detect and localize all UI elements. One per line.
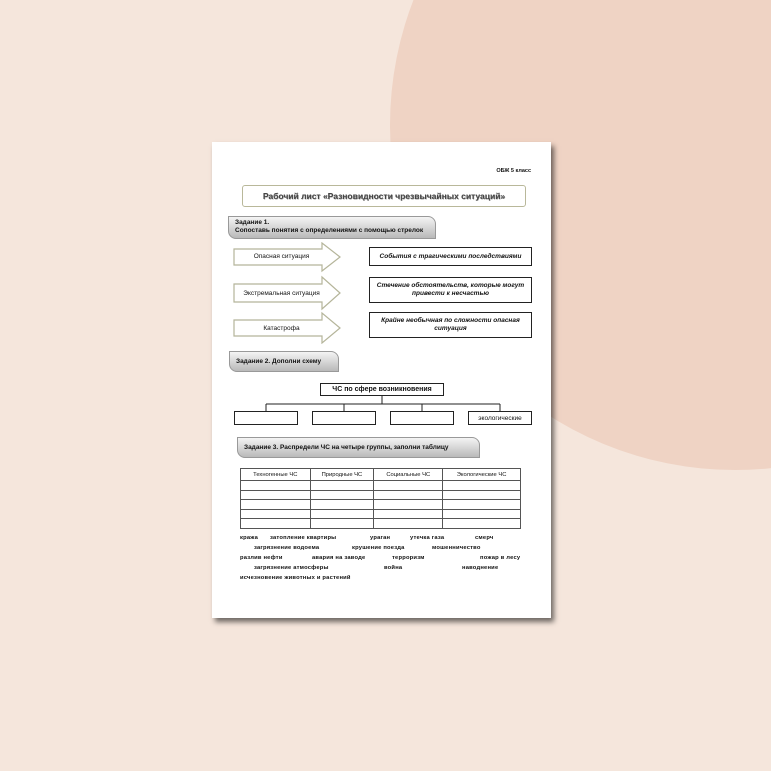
column-natural: Природные ЧС <box>310 469 374 481</box>
term-2: Экстремальная ситуация <box>243 290 320 297</box>
task1-header <box>228 216 436 239</box>
table-cell[interactable] <box>241 481 311 491</box>
table-cell[interactable] <box>310 490 374 500</box>
table-row <box>241 500 521 510</box>
worksheet-page <box>212 142 551 618</box>
table-cell[interactable] <box>310 481 374 491</box>
task2-header: Задание 2. Дополни схему <box>229 351 339 372</box>
word-bank-term: разлив нефти <box>240 555 283 561</box>
term-1: Опасная ситуация <box>253 253 310 260</box>
scheme-root-box: ЧС по сфере возникновения <box>320 383 444 396</box>
table-row <box>241 519 521 529</box>
table-cell[interactable] <box>443 490 521 500</box>
worksheet-title: Рабочий лист «Разновидности чрезвычайных ситуаций» <box>242 185 526 207</box>
grade-label: ОБЖ 5 класс <box>496 168 531 174</box>
table-cell[interactable] <box>241 490 311 500</box>
scheme-box-ecological: экологические <box>468 411 532 425</box>
table-body <box>241 481 521 529</box>
table-cell[interactable] <box>374 519 443 529</box>
scheme-connectors <box>212 396 551 412</box>
table-row <box>241 481 521 491</box>
word-bank-term: ураган <box>370 535 391 541</box>
word-bank-term: наводнение <box>462 565 499 571</box>
table-cell[interactable] <box>443 500 521 510</box>
word-bank-term: смерч <box>475 535 494 541</box>
column-technogenic: Техногенные ЧС <box>241 469 311 481</box>
table-cell[interactable] <box>310 519 374 529</box>
column-ecological: Экологические ЧС <box>443 469 521 481</box>
task3-header: Задание 3. Распредели ЧС на четыре группы, заполни таблицу <box>237 437 480 458</box>
table-cell[interactable] <box>241 519 311 529</box>
definition-1: События с трагическими последствиями <box>369 247 532 266</box>
word-bank-term: крушение поезда <box>352 545 405 551</box>
term-3: Катастрофа <box>263 325 300 332</box>
word-bank-term: загрязнение водоема <box>254 545 320 551</box>
table-cell[interactable] <box>310 509 374 519</box>
word-bank-term: исчезновение животных и растений <box>240 575 351 581</box>
column-social: Социальные ЧС <box>374 469 443 481</box>
word-bank-term: утечка газа <box>410 535 445 541</box>
scheme-empty-box-1[interactable] <box>234 411 298 425</box>
definition-3: Крайне необычная по сложности опасная ситуация <box>369 312 532 338</box>
table-cell[interactable] <box>374 481 443 491</box>
word-bank-term: война <box>384 565 403 571</box>
table-row <box>241 490 521 500</box>
word-bank-term: авария на заводе <box>312 555 366 561</box>
table-cell[interactable] <box>443 519 521 529</box>
word-bank-term: мошенничество <box>432 545 481 551</box>
word-bank-term: терроризм <box>392 555 425 561</box>
table-cell[interactable] <box>374 490 443 500</box>
table-header-row <box>241 469 521 481</box>
table-cell[interactable] <box>241 509 311 519</box>
classification-table <box>240 468 521 529</box>
table-cell[interactable] <box>374 509 443 519</box>
word-bank-term: пожар в лесу <box>480 555 521 561</box>
scheme-empty-box-3[interactable] <box>390 411 454 425</box>
task1-instruction: Сопоставь понятия с определениями с помощью стрелок <box>235 226 424 234</box>
word-bank-term: затопление квартиры <box>270 535 337 541</box>
word-bank-term: кража <box>240 535 259 541</box>
task1-title: Задание 1. <box>235 219 270 226</box>
table-row <box>241 509 521 519</box>
word-bank-term: загрязнение атмосферы <box>254 565 329 571</box>
table-cell[interactable] <box>310 500 374 510</box>
scheme-empty-box-2[interactable] <box>312 411 376 425</box>
definition-2: Стечение обстоятельств, которые могут привести к несчастью <box>369 277 532 303</box>
table-cell[interactable] <box>443 481 521 491</box>
table-cell[interactable] <box>241 500 311 510</box>
table-cell[interactable] <box>443 509 521 519</box>
table-cell[interactable] <box>374 500 443 510</box>
